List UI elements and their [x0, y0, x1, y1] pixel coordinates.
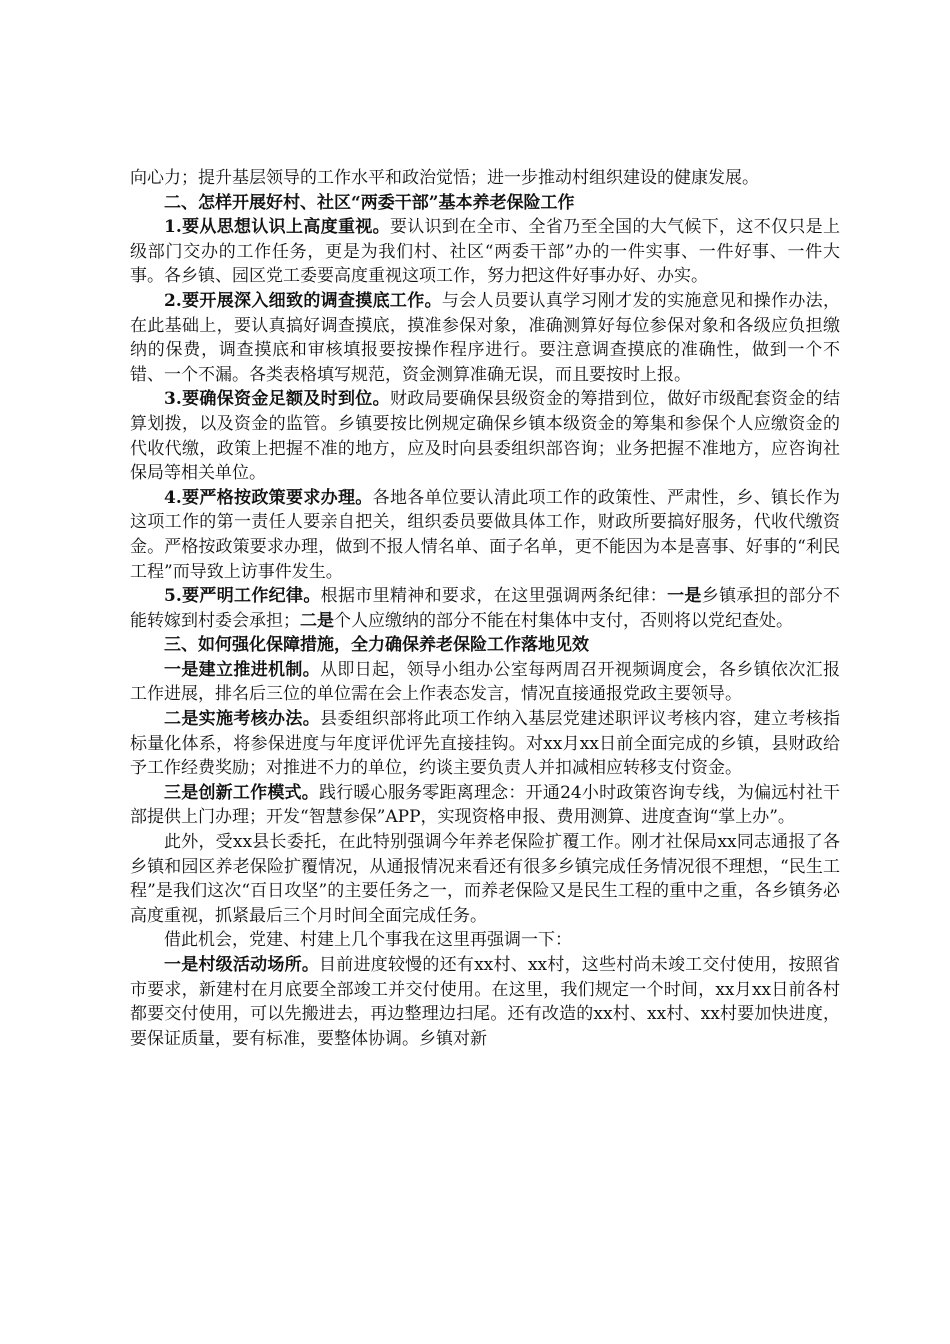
- paragraph-item-1: 1.要从思想认识上高度重视。要认识到在全市、全省乃至全国的大气候下，这不仅只是上级部门交办的工作任务，更是为我们村、社区“两委干部”办的一件实事、一件好事、一件大事。各乡镇、园区党工委要高度重视这项工作，努力把这件好事办好、办实。: [130, 217, 840, 287]
- document-body: [130, 166, 840, 1051]
- paragraph-item-5: 5.要严明工作纪律。根据市里精神和要求，在这里强调两条纪律：一是乡镇承担的部分不能转嫁到村委会承担；二是个人应缴纳的部分不能在村集体中支付，否则将以党纪查处。: [130, 586, 841, 631]
- paragraph-continuation: 向心力；提升基层领导的工作水平和政治觉悟；进一步推动村组织建设的健康发展。: [130, 168, 759, 188]
- paragraph-item-4: 4.要严格按政策要求办理。各地各单位要认清此项工作的政策性、严肃性，乡、镇长作为这项工作的第一责任人要亲自把关，组织委员要做具体工作，财政所要搞好服务，代收代缴资金。严格按政策要求办理，做到不报人情名单、面子名单，更不能因为本是喜事、好事的“利民工程”而导致上访事件发生。: [130, 487, 841, 582]
- paragraph-item-2: 2.要开展深入细致的调查摸底工作。与会人员要认真学习刚才发的实施意见和操作办法，在此基础上，要认真搞好调查摸底，摸准参保对象，准确测算好每位参保对象和各级应负担缴纳的保费，调查摸底和审核填报要按操作程序进行。要注意调查摸底的准确性，做到一个不错、一个不漏。各类表格填写规范，资金测算准确无误，而且要按时上报。: [130, 290, 840, 385]
- paragraph-extension: 此外，受xx县长委托，在此特别强调今年养老保险扩覆工作。刚才社保局xx同志通报了各乡镇和园区养老保险扩覆情况，从通报情况来看还有很多乡镇完成任务情况很不理想，“民生工程”是我们这次“百日攻坚”的主要任务之一，而养老保险又是民生工程的重中之重，各乡镇务必高度重视，抓紧最后三个月时间全面完成任务。: [130, 832, 840, 926]
- paragraph-item-3: 3.要确保资金足额及时到位。财政局要确保县级资金的筹措到位，做好市级配套资金的结算划拨，以及资金的监管。乡镇要按比例规定确保乡镇本级资金的筹集和参保个人应缴资金的代收代缴，政策上把握不准的地方，应及时向县委组织部咨询；业务把握不准地方，应咨询社保局等相关单位。: [130, 389, 840, 484]
- paragraph-measure-1: 一是建立推进机制。从即日起，领导小组办公室每两周召开视频调度会，各乡镇依次汇报工作进展，排名后三位的单位需在会上作表态发言，情况直接通报党政主要领导。: [130, 659, 841, 705]
- paragraph-village-venue: 一是村级活动场所。目前进度较慢的还有xx村、xx村，这些村尚未竣工交付使用，按照省市要求，新建村在月底要全部竣工并交付使用。在这里，我们规定一个时间，xx月xx日前各村都要交付使用，可以先搬进去，再边整理边扫尾。还有改造的xx村、xx村、xx村要加快进度，要保证质量，要有标准，要整体协调。乡镇对新: [130, 955, 840, 1049]
- paragraph-measure-3: 三是创新工作模式。践行暖心服务零距离理念：开通24小时政策咨询专线，为偏远村社干部提供上门办理；开发“智慧参保”APP，实现资格申报、费用测算、进度查询“掌上办”。: [130, 782, 840, 828]
- paragraph-transition: 借此机会，党建、村建上几个事我在这里再强调一下：: [164, 930, 572, 951]
- paragraph-measure-2: 二是实施考核办法。县委组织部将此项工作纳入基层党建述职评议考核内容，建立考核指标量化体系，将参保进度与年度评优评先直接挂钩。对xx月xx日前全面完成的乡镇，县财政给予工作经费奖励；对推进不力的单位，约谈主要负责人并扣减相应转移支付资金。: [130, 709, 841, 779]
- section-heading-three: 三、如何强化保障措施，全力确保养老保险工作落地见效: [164, 635, 589, 656]
- section-heading-two: 二、怎样开展好村、社区“两委干部”基本养老保险工作: [164, 192, 575, 213]
